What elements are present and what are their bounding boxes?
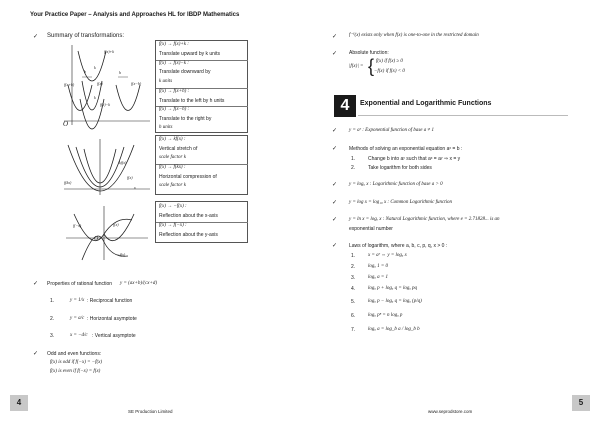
stretch-desc-2b: scale factor k: [159, 183, 186, 188]
stretch-table: [155, 135, 248, 195]
exp-function: y = aˣ : Exponential function of base a ≠ 1: [349, 128, 435, 133]
publisher-name: SE Production Limited: [128, 409, 173, 414]
translation-graph: [62, 41, 152, 133]
methods-title: Methods of solving an exponential equation aˣ = b :: [349, 146, 463, 152]
stretch-formula-1: f(x) → kf(x) :: [159, 137, 186, 142]
rational-desc-3: : Vertical asymptote: [92, 333, 136, 339]
method-num-1: 1.: [351, 156, 356, 162]
trans-desc-4: Translate to the right by: [159, 116, 212, 122]
check-icon: ✓: [332, 34, 338, 40]
law-text-5: logₐ p − logₐ q = logₐ (p/q): [368, 299, 422, 304]
stretch-desc-2: Horizontal compression of: [159, 174, 217, 180]
rational-formula-3: x = −d/c: [70, 333, 88, 338]
law-text-2: logₐ 1 = 0: [368, 264, 388, 269]
even-line: f(x) is even if f(−x) = f(x): [50, 369, 101, 374]
label-fx-minus-k: f(x)−k: [100, 102, 111, 107]
law-num-7: 7.: [351, 327, 356, 333]
log-function: y = logₐ x : Logarithmic function of base a > 0: [349, 182, 443, 187]
label-h-right: h: [119, 70, 121, 75]
absolute-case-2: −f(x) if f(x) < 0: [374, 69, 405, 74]
label-fx-reflect: f(x): [113, 222, 119, 227]
trans-formula-1: f(x) → f(x)+k :: [159, 42, 189, 47]
law-num-1: 1.: [351, 253, 356, 259]
law-text-4: logₐ p + logₐ q = logₐ pq: [368, 286, 418, 291]
origin-label: O: [63, 120, 69, 128]
summary-title: Summary of transformations:: [47, 33, 125, 39]
label-neg-fx: −f(x): [117, 252, 126, 257]
law-num-3: 3.: [351, 275, 356, 281]
trans-formula-4: f(x) → f(x−h) :: [159, 107, 190, 112]
rational-num-1: 1.: [50, 298, 55, 304]
absolute-case-1: f(x) if f(x) ≥ 0: [376, 59, 403, 64]
rational-formula-2: y = a/c: [70, 316, 85, 321]
stretch-graph: [62, 137, 152, 197]
law-text-6: logₐ pⁿ = n logₐ p: [368, 313, 403, 318]
inverse-note: f⁻¹(x) exists only when f(x) is one-to-one in the restricted domain: [349, 33, 479, 38]
trans-desc-3: Translate to the left by h units: [159, 98, 225, 104]
method-text-1: Change b into aʸ such that aˣ = aʸ ⇒ x = y: [368, 156, 461, 162]
trans-desc-2b: k units: [159, 79, 173, 84]
odd-even-title: Odd and even functions:: [47, 351, 102, 357]
rational-num-3: 3.: [50, 333, 55, 339]
natural-log-line-2: exponential number: [349, 226, 393, 232]
reflect-desc-2: Reflection about the y-axis: [159, 232, 218, 238]
common-log: y = log x = log₁₀ x : Common Logarithmic function: [349, 200, 452, 205]
label-fx-minus-h: f(x−h): [131, 81, 142, 86]
method-num-2: 2.: [351, 165, 356, 171]
label-fx-plus-k: f(x)+k: [104, 49, 115, 54]
absolute-lhs: |f(x)| =: [349, 64, 364, 69]
footer: [0, 392, 600, 414]
reflect-desc-1: Reflection about the x-axis: [159, 213, 218, 219]
check-icon: ✓: [332, 200, 338, 206]
label-x-axis: x: [134, 185, 136, 190]
check-icon: ✓: [33, 34, 39, 40]
absolute-title: Absolute function:: [349, 50, 389, 56]
check-icon: ✓: [332, 146, 338, 152]
page-number-left: 4: [10, 395, 28, 411]
rational-title: Properties of rational function: [47, 281, 113, 287]
trans-desc-1: Translate upward by k units: [159, 51, 220, 57]
label-kfx: kf(x): [119, 160, 127, 165]
stretch-desc-1b: scale factor k: [159, 155, 186, 160]
rational-desc-1: : Reciprocal function: [87, 298, 133, 304]
label-h-left: h: [84, 69, 86, 74]
page-number-right: 5: [572, 395, 590, 411]
check-icon: ✓: [33, 351, 39, 357]
trans-desc-4b: h units: [159, 125, 173, 130]
trans-desc-2: Translate downward by: [159, 69, 211, 75]
label-f-neg-x: f(−x): [73, 223, 82, 228]
label-fx-plus-h: f(x+h): [64, 82, 75, 87]
label-fx-stretch: f(x): [127, 175, 133, 180]
stretch-desc-1: Vertical stretch of: [159, 146, 198, 152]
reflect-formula-1: f(x) → −f(x) :: [159, 204, 187, 209]
method-text-2: Take logarithm for both sides: [368, 165, 432, 171]
check-icon: ✓: [332, 243, 338, 249]
page-header: Your Practice Paper – Analysis and Approaches HL for IBDP Mathematics: [30, 12, 240, 18]
law-num-5: 5.: [351, 299, 356, 305]
law-num-4: 4.: [351, 286, 356, 292]
check-icon: ✓: [332, 182, 338, 188]
check-icon: ✓: [332, 51, 338, 57]
trans-formula-2: f(x) → f(x)−k :: [159, 61, 189, 66]
natural-log-line-1: y = ln x = logₑ x : Natural Logarithmic function, where e = 2.71828... is an: [349, 217, 500, 222]
trans-formula-3: f(x) → f(x+h) :: [159, 89, 190, 94]
label-k-up: k: [94, 65, 96, 70]
check-icon: ✓: [332, 217, 338, 223]
law-text-1: x = aʸ ⇔ y = logₐ x: [368, 253, 407, 258]
check-icon: ✓: [332, 128, 338, 134]
reflect-formula-2: f(x) → f(−x) :: [159, 223, 187, 228]
laws-title: Laws of logarithm, where a, b, c, p, q, x > 0 :: [349, 243, 448, 249]
rational-num-2: 2.: [50, 316, 55, 322]
rational-formula: y = (ax+b)/(cx+d): [120, 281, 158, 286]
label-fkx: f(kx): [64, 180, 72, 185]
brace-icon: {: [368, 56, 375, 76]
label-fx: f(x): [97, 81, 103, 86]
translation-table: [155, 40, 248, 133]
reflection-table: [155, 201, 248, 243]
rational-formula-1: y = 1/x: [70, 298, 85, 303]
law-text-7: logₐ a = log_b a / log_b b: [368, 327, 420, 332]
law-num-2: 2.: [351, 264, 356, 270]
stretch-formula-2: f(x) → f(kx) :: [159, 165, 186, 170]
reflection-graph: [62, 202, 152, 262]
law-num-6: 6.: [351, 313, 356, 319]
publisher-website: www.seprodstore.com: [428, 409, 473, 414]
section-number-badge: 4: [334, 95, 356, 117]
section-title: Exponential and Logarithmic Functions: [360, 100, 492, 107]
odd-line: f(x) is odd if f(−x) = −f(x): [50, 360, 103, 365]
origin-label-reflect: O: [94, 236, 99, 242]
check-icon: ✓: [33, 281, 39, 287]
rational-desc-2: : Horizontal asymptote: [87, 316, 137, 322]
section-divider: [358, 115, 568, 116]
law-text-3: logₐ a = 1: [368, 275, 388, 280]
label-k-down: k: [94, 95, 96, 100]
